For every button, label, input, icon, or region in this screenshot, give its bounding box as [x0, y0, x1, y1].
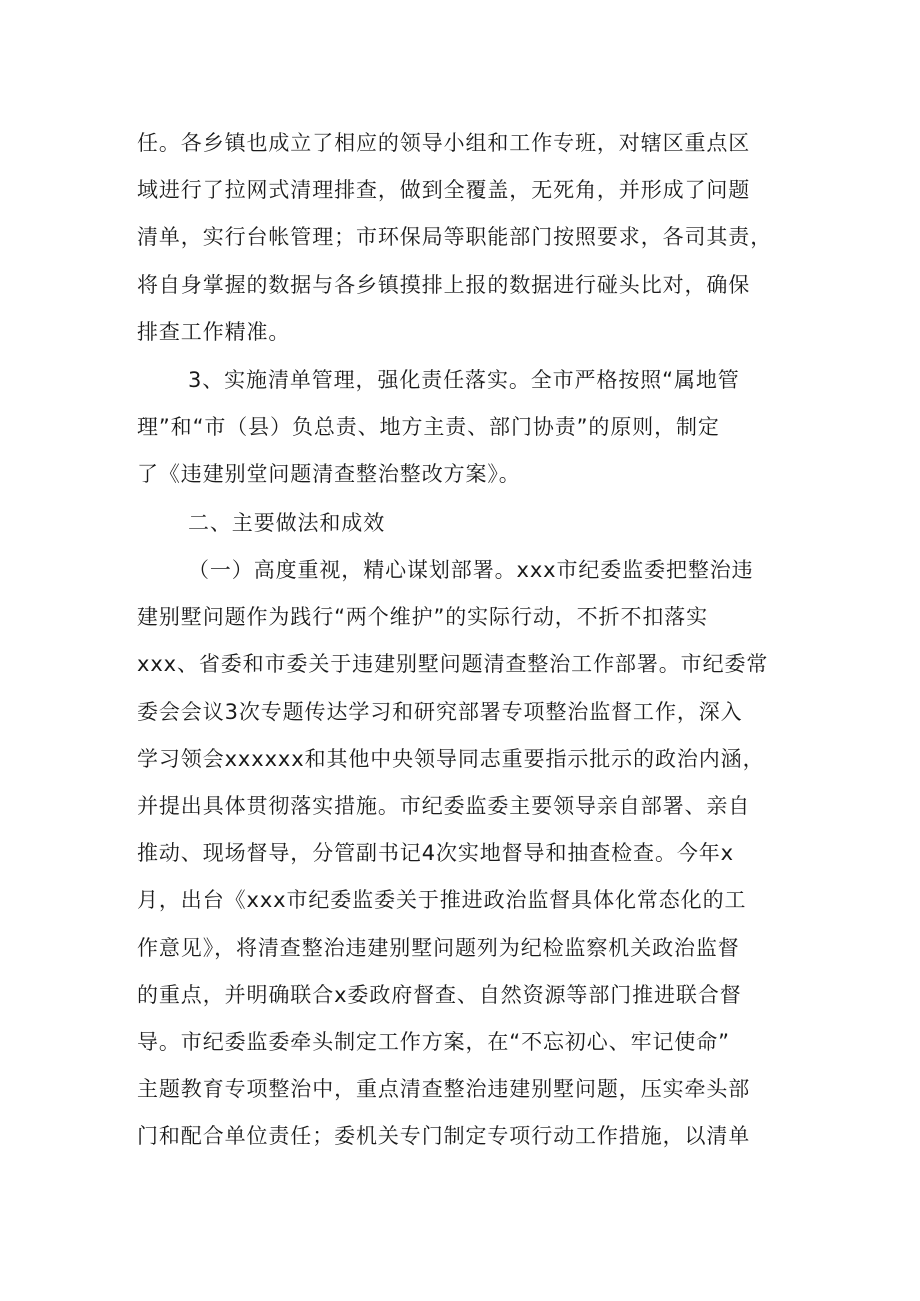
paragraph-line: 理”和“市（县）负总责、地方主责、部门协责”的原则，制定: [137, 415, 720, 440]
paragraph-line: 任。各乡镇也成立了相应的领导小组和工作专班，对辖区重点区: [137, 131, 751, 155]
paragraph-line: 建别墅问题作为践行“两个维护”的实际行动，不折不扣落实: [137, 605, 709, 630]
paragraph-line: 了《违建别堂问题清查整治整改方案》。: [137, 462, 521, 487]
paragraph-line: 门和配合单位责任；委机关专门制定专项行动工作措施，以清单: [137, 1124, 751, 1149]
paragraph-line: 并提出具体贯彻落实措施。市纪委监委主要领导亲自部署、亲自: [137, 793, 751, 818]
paragraph-line: 清单，实行台帐管理；市环保局等职能部门按照要求，各司其责，: [137, 225, 773, 250]
paragraph-line: 导。市纪委监委牵头制定工作方案，在“不忘初心、牢记使命”: [137, 1029, 730, 1054]
paragraph-line: 主题教育专项整治中，重点清查整治违建别墅问题，压实牵头部: [137, 1077, 751, 1102]
paragraph-line: 的重点，并明确联合x委政府督查、自然资源等部门推进联合督: [137, 982, 742, 1007]
paragraph-line: 月，出台《xxx市纪委监委关于推进政治监督具体化常态化的工: [137, 888, 747, 913]
paragraph-line: 推动、现场督导，分管副书记4次实地督导和抽查检查。今年x: [137, 841, 734, 866]
paragraph-line: 将自身掌握的数据与各乡镇摸排上报的数据进行碰头比对，确保: [137, 272, 751, 297]
paragraph-line: 3、实施清单管理，强化责任落实。全市严格按照“属地管: [188, 368, 740, 392]
paragraph-1: [137, 120, 787, 356]
section-heading: 二、主要做法和成效: [188, 511, 386, 535]
paragraph-line: 域进行了拉网式清理排查，做到全覆盖，无死角，并形成了问题: [137, 178, 751, 203]
paragraph-line: 排查工作精准。: [137, 319, 291, 344]
paragraph-line: 作意见》，将清查整治违建别墅问题列为纪检监察机关政治监督: [137, 935, 740, 960]
paragraph-line: 学习领会xxxxxx和其他中央领导同志重要指示批示的政治内涵，: [137, 746, 765, 771]
paragraph-line: （一）高度重视，精心谋划部署。xxx市纪委监委把整治违: [188, 558, 754, 582]
paragraph-line: xxx、省委和市委关于违建别墅问题清查整治工作部署。市纪委常: [137, 652, 769, 677]
paragraph-2: [137, 357, 787, 499]
paragraph-3: [137, 547, 787, 1160]
section-heading-block: [137, 500, 787, 547]
paragraph-line: 委会会议3次专题传达学习和研究部署专项整治监督工作，深入: [137, 699, 743, 724]
